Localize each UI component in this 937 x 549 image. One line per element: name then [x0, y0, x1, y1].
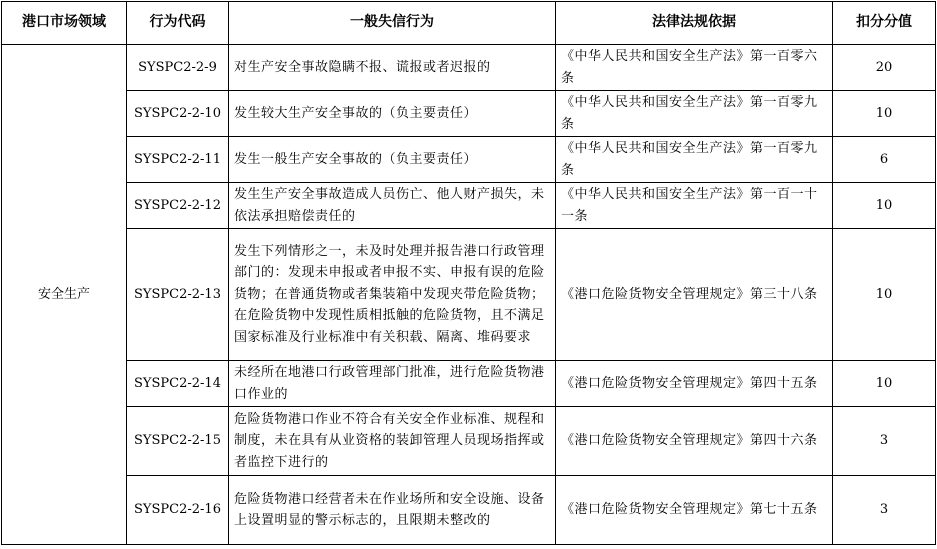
behavior-cell: 对生产安全事故隐瞒不报、谎报或者迟报的 [229, 45, 556, 91]
code-cell: SYSPC2-2-13 [127, 229, 229, 361]
behavior-cell: 未经所在地港口行政管理部门批准，进行危险货物港口作业的 [229, 361, 556, 407]
code-cell: SYSPC2-2-14 [127, 361, 229, 407]
table-row [2, 45, 936, 91]
law-cell: 《中华人民共和国安全生产法》第一百一十一条 [556, 183, 833, 229]
code-cell: SYSPC2-2-16 [127, 476, 229, 545]
table-row [2, 229, 936, 361]
header-score: 扣分分值 [833, 2, 936, 45]
header-domain: 港口市场领域 [2, 2, 127, 45]
score-cell: 10 [833, 91, 936, 137]
header-behavior: 一般失信行为 [229, 2, 556, 45]
code-cell: SYSPC2-2-12 [127, 183, 229, 229]
behavior-cell: 发生一般生产安全事故的（负主要责任） [229, 137, 556, 183]
table-row [2, 407, 936, 476]
law-cell: 《中华人民共和国安全生产法》第一百零九条 [556, 137, 833, 183]
behavior-cell: 危险货物港口经营者未在作业场所和安全设施、设备上设置明显的警示标志的，且限期未整改的 [229, 476, 556, 545]
table-row [2, 91, 936, 137]
score-cell: 10 [833, 229, 936, 361]
score-cell: 3 [833, 407, 936, 476]
score-cell: 10 [833, 183, 936, 229]
table-row [2, 361, 936, 407]
credit-behavior-table [1, 1, 936, 545]
behavior-cell: 发生较大生产安全事故的（负主要责任） [229, 91, 556, 137]
score-cell: 6 [833, 137, 936, 183]
behavior-cell: 危险货物港口作业不符合有关安全作业标准、规程和制度，未在具有从业资格的装卸管理人员现场指挥或者监控下进行的 [229, 407, 556, 476]
code-cell: SYSPC2-2-15 [127, 407, 229, 476]
law-cell: 《港口危险货物安全管理规定》第三十八条 [556, 229, 833, 361]
law-cell: 《港口危险货物安全管理规定》第七十五条 [556, 476, 833, 545]
table-header-row [2, 2, 936, 45]
code-cell: SYSPC2-2-11 [127, 137, 229, 183]
score-cell: 20 [833, 45, 936, 91]
behavior-cell: 发生生产安全事故造成人员伤亡、他人财产损失，未依法承担赔偿责任的 [229, 183, 556, 229]
law-cell: 《中华人民共和国安全生产法》第一百零六条 [556, 45, 833, 91]
law-cell: 《中华人民共和国安全生产法》第一百零九条 [556, 91, 833, 137]
behavior-cell: 发生下列情形之一，未及时处理并报告港口行政管理部门的：发现未申报或者申报不实、申报有误的危险货物；在普通货物或者集装箱中发现夹带危险货物；在危险货物中发现性质相抵触的危险货物，且不满足国家标准及行业标准中有关积载、隔离、堆码要求 [229, 229, 556, 361]
code-cell: SYSPC2-2-10 [127, 91, 229, 137]
law-cell: 《港口危险货物安全管理规定》第四十六条 [556, 407, 833, 476]
domain-cell: 安全生产 [2, 45, 127, 545]
header-code: 行为代码 [127, 2, 229, 45]
code-cell: SYSPC2-2-9 [127, 45, 229, 91]
score-cell: 10 [833, 361, 936, 407]
table-row [2, 476, 936, 545]
score-cell: 3 [833, 476, 936, 545]
table-row [2, 183, 936, 229]
header-law: 法律法规依据 [556, 2, 833, 45]
table-row [2, 137, 936, 183]
law-cell: 《港口危险货物安全管理规定》第四十五条 [556, 361, 833, 407]
